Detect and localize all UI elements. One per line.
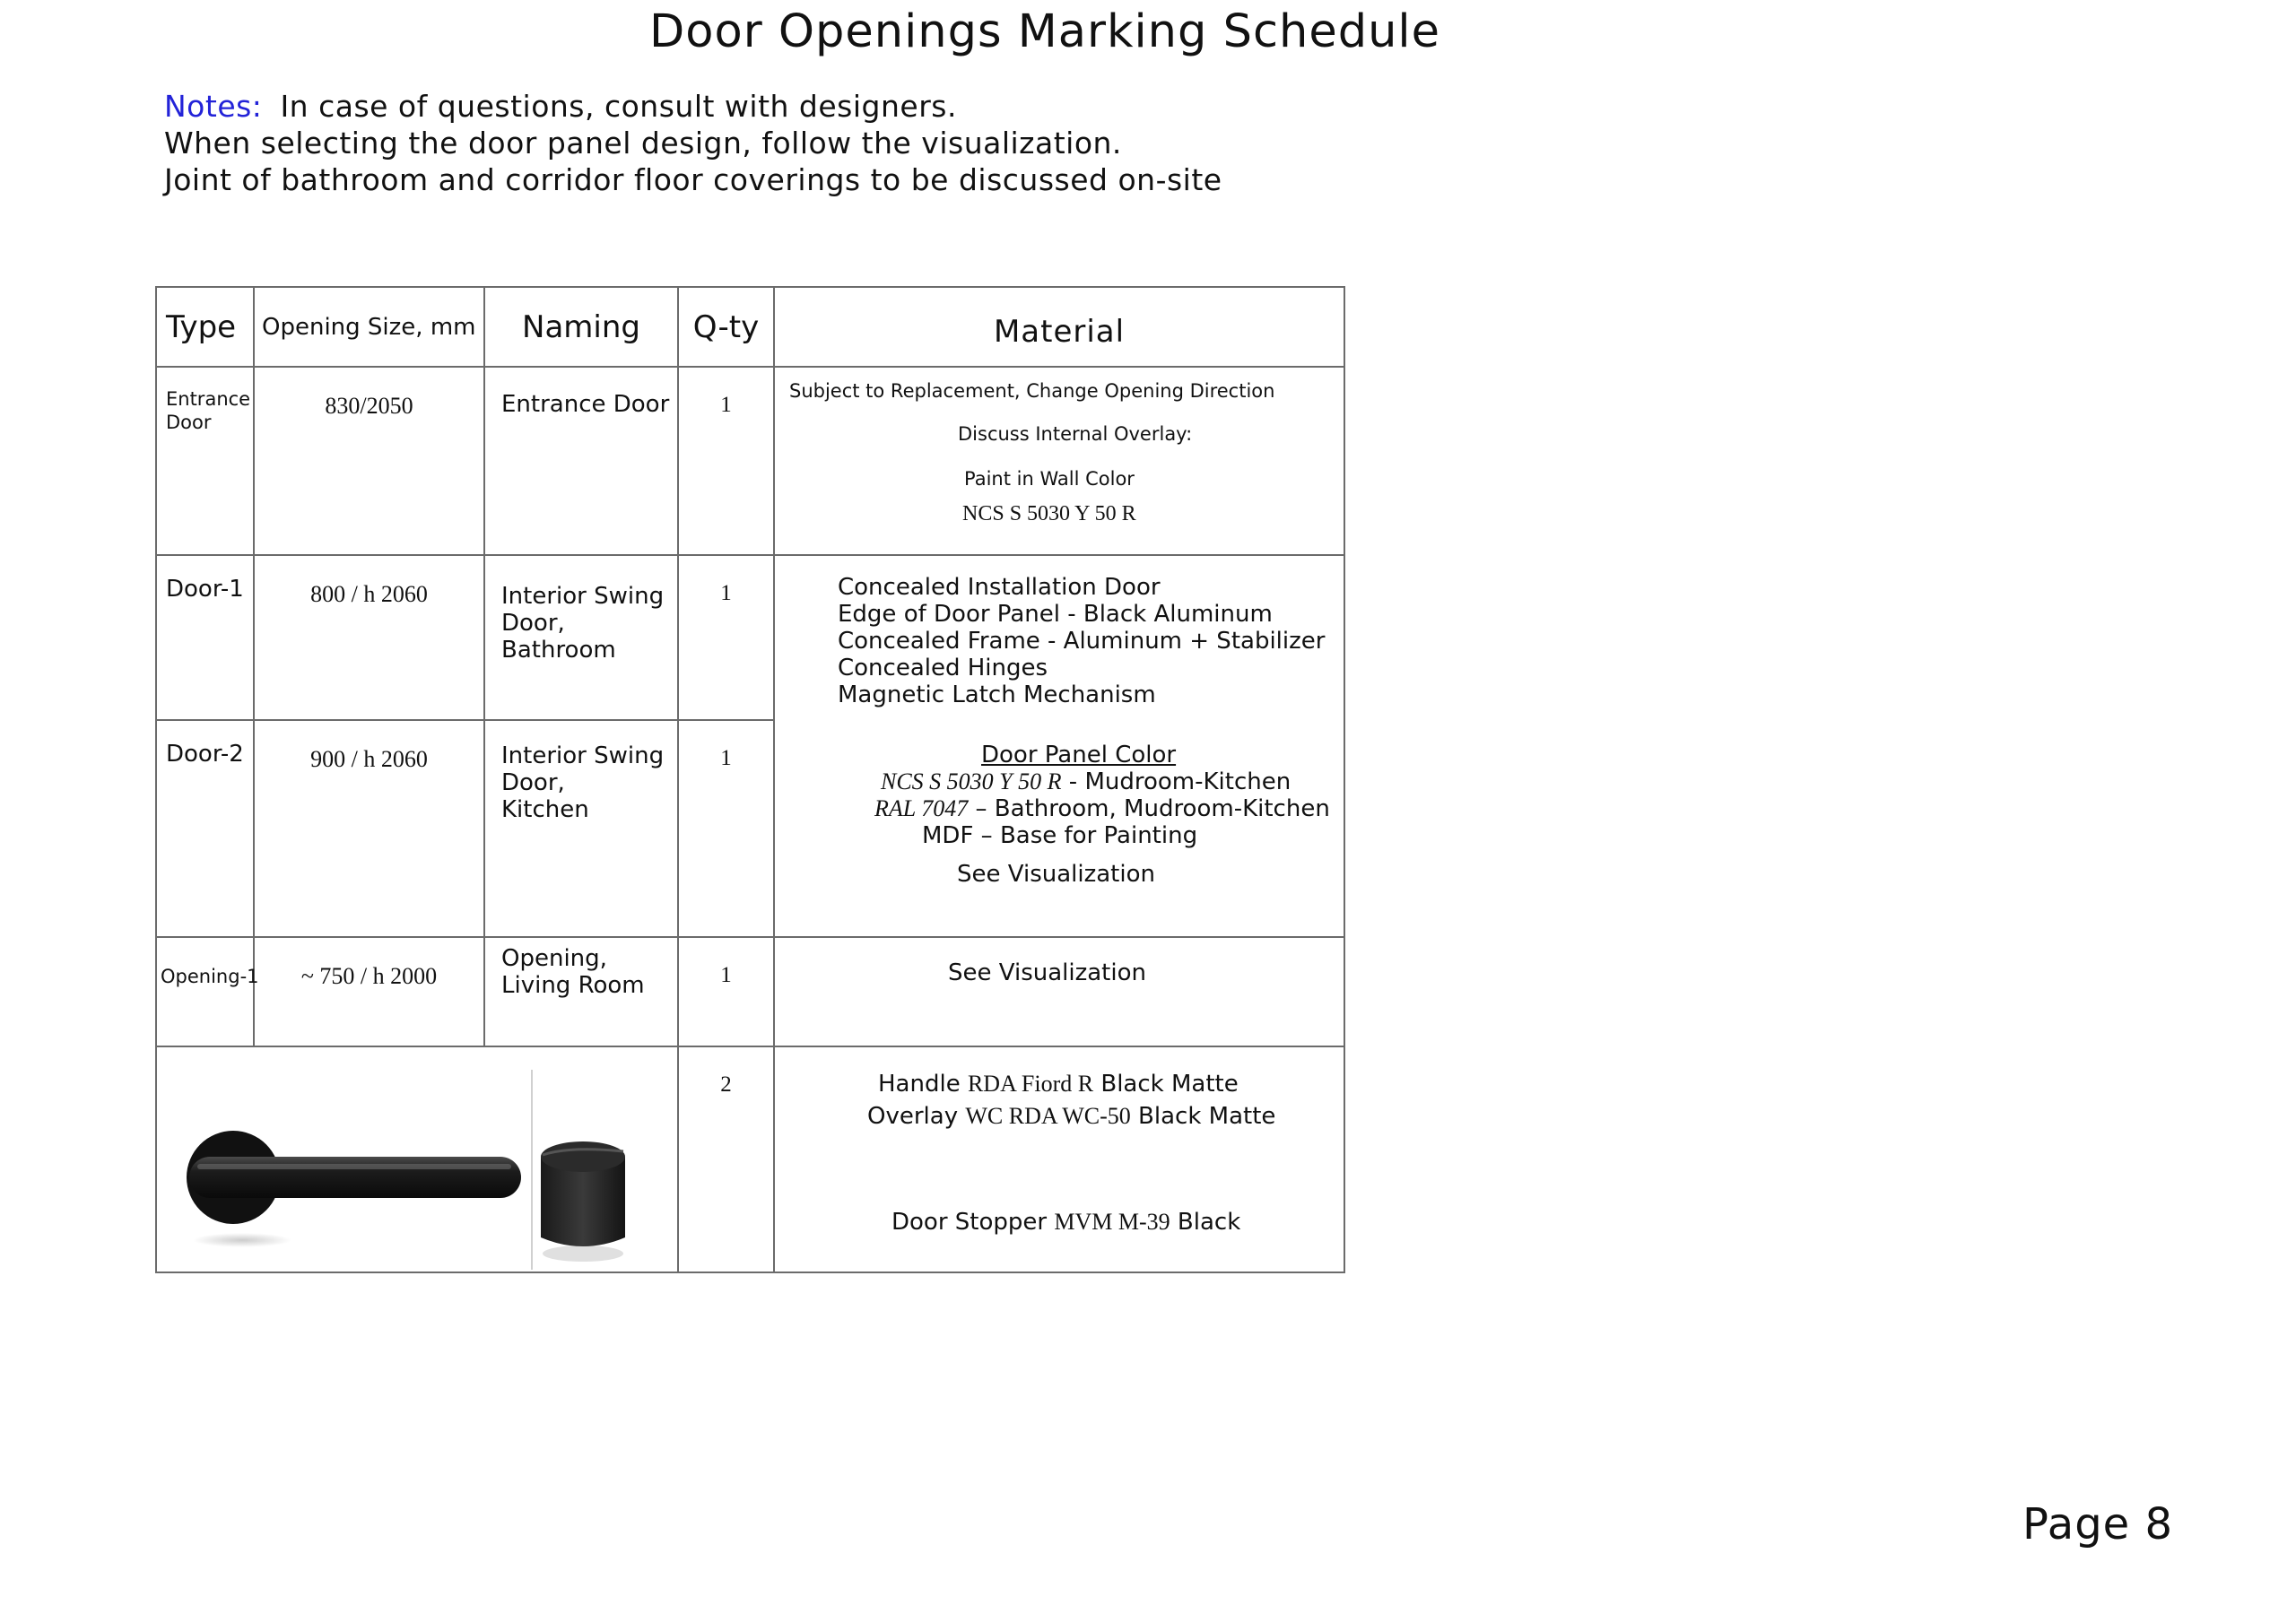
spec-edge-panel: Edge of Door Panel - Black Aluminum bbox=[838, 601, 1273, 628]
naming-line: Living Room bbox=[501, 972, 645, 999]
color-ral-use: – Bathroom, Mudroom-Kitchen bbox=[975, 795, 1330, 822]
handle-label: Handle bbox=[878, 1071, 961, 1098]
material-note-overlay: Discuss Internal Overlay: bbox=[958, 423, 1193, 445]
stopper-model: MVM M-39 bbox=[1054, 1209, 1170, 1235]
page-title: Door Openings Marking Schedule bbox=[649, 5, 1440, 58]
naming-line: Interior Swing bbox=[501, 742, 665, 769]
cell-opening-size: 800 / h 2060 bbox=[254, 555, 484, 720]
spec-magnetic-latch: Magnetic Latch Mechanism bbox=[838, 681, 1156, 708]
cell-type: Door-2 bbox=[156, 720, 254, 937]
door-panel-color-heading: Door Panel Color bbox=[981, 742, 1177, 768]
cell-qty: 1 bbox=[678, 720, 774, 937]
overlay-spec bbox=[867, 1103, 1275, 1130]
overlay-finish: Black Matte bbox=[1138, 1103, 1276, 1130]
cell-naming bbox=[484, 937, 678, 1046]
naming-line: Door, bbox=[501, 610, 565, 637]
cell-material-doors bbox=[774, 555, 1344, 937]
notes-block bbox=[164, 88, 1222, 198]
color-mdf-line: MDF – Base for Painting bbox=[922, 822, 1198, 849]
naming-line: Door, bbox=[501, 769, 565, 796]
handle-spec bbox=[878, 1071, 1239, 1098]
cell-type: Opening-1 bbox=[156, 937, 254, 1046]
handle-finish: Black Matte bbox=[1100, 1071, 1239, 1098]
stopper-label: Door Stopper bbox=[891, 1209, 1048, 1236]
cell-material bbox=[774, 937, 1344, 1046]
cell-qty: 1 bbox=[678, 937, 774, 1046]
cell-naming bbox=[484, 555, 678, 720]
cell-qty: 1 bbox=[678, 555, 774, 720]
color-ncs-use: - Mudroom-Kitchen bbox=[1068, 768, 1292, 795]
cell-opening-size: ~ 750 / h 2000 bbox=[254, 937, 484, 1046]
cell-qty: 2 bbox=[678, 1046, 774, 1272]
header-qty: Q-ty bbox=[678, 287, 774, 367]
page-number: Page 8 bbox=[2022, 1499, 2173, 1549]
notes-label: Notes: bbox=[164, 89, 263, 124]
table-row-hardware bbox=[156, 1046, 1344, 1272]
cell-hardware-material bbox=[774, 1046, 1344, 1272]
header-material: Material bbox=[774, 287, 1344, 367]
header-naming: Naming bbox=[484, 287, 678, 367]
door-handle-image bbox=[187, 1131, 521, 1247]
handle-model: RDA Fiord R bbox=[967, 1071, 1094, 1097]
material-note-replacement: Subject to Replacement, Change Opening Direction bbox=[789, 380, 1275, 402]
naming-line: Opening, bbox=[501, 945, 607, 972]
header-type: Type bbox=[156, 287, 254, 367]
cell-material bbox=[774, 367, 1344, 555]
naming-line: Interior Swing bbox=[501, 583, 665, 610]
cell-naming: Entrance Door bbox=[484, 367, 678, 555]
color-ral-code: RAL 7047 bbox=[874, 795, 969, 821]
cell-qty: 1 bbox=[678, 367, 774, 555]
door-schedule-table bbox=[155, 286, 1345, 1273]
see-visualization-doors: See Visualization bbox=[957, 861, 1155, 888]
material-note-paint: Paint in Wall Color bbox=[964, 468, 1135, 490]
notes-line-3: Joint of bathroom and corridor floor coverings to be discussed on-site bbox=[164, 162, 1222, 197]
table-row-entrance-door bbox=[156, 367, 1344, 555]
cell-opening-size: 830/2050 bbox=[254, 367, 484, 555]
table-row-opening-1 bbox=[156, 937, 1344, 1046]
naming-line: Bathroom bbox=[501, 637, 616, 664]
see-visualization-opening: See Visualization bbox=[948, 959, 1146, 986]
cell-type: Door-1 bbox=[156, 555, 254, 720]
spec-concealed-installation: Concealed Installation Door bbox=[838, 574, 1161, 601]
cell-type: Entrance Door bbox=[156, 367, 254, 555]
door-stopper-image bbox=[541, 1141, 625, 1262]
notes-line-2: When selecting the door panel design, follow the visualization. bbox=[164, 126, 1122, 161]
material-ncs-code: NCS S 5030 Y 50 R bbox=[962, 502, 1136, 525]
spec-concealed-hinges: Concealed Hinges bbox=[838, 655, 1048, 681]
notes-text-1: In case of questions, consult with designers. bbox=[280, 89, 957, 124]
color-ncs-code: NCS S 5030 Y 50 R bbox=[881, 768, 1062, 794]
overlay-model: WC RDA WC-50 bbox=[965, 1103, 1131, 1129]
door-stopper-spec bbox=[891, 1209, 1240, 1236]
table-row-door-1 bbox=[156, 555, 1344, 720]
header-opening-size: Opening Size, mm bbox=[254, 287, 484, 367]
naming-line: Kitchen bbox=[501, 796, 589, 823]
stopper-finish: Black bbox=[1177, 1209, 1241, 1236]
table-header-row bbox=[156, 287, 1344, 367]
hardware-images bbox=[157, 1047, 677, 1270]
color-ral-line bbox=[874, 795, 1330, 822]
cell-opening-size: 900 / h 2060 bbox=[254, 720, 484, 937]
cell-naming bbox=[484, 720, 678, 937]
color-ncs-line bbox=[881, 768, 1291, 795]
overlay-label: Overlay bbox=[867, 1103, 959, 1130]
hardware-images-cell bbox=[156, 1046, 678, 1272]
spec-concealed-frame: Concealed Frame - Aluminum + Stabilizer bbox=[838, 628, 1326, 655]
notes-line-1 bbox=[164, 88, 1222, 125]
